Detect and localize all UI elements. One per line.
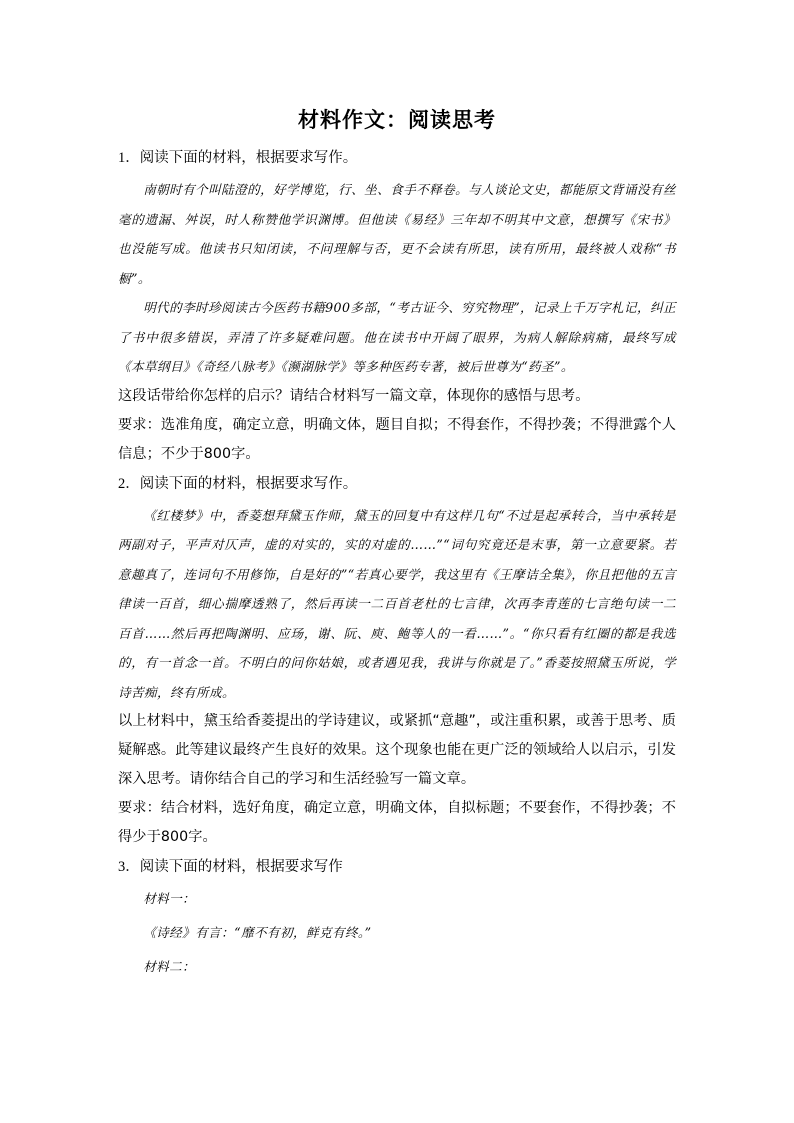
question-1-lead: 1．阅读下面的材料，根据要求写作。 xyxy=(118,150,358,166)
question-3-lead: 3．阅读下面的材料，根据要求写作 xyxy=(118,859,343,875)
question-2-material: 《红楼梦》中，香菱想拜黛玉作师，黛玉的回复中有这样几句“不过是起承转合，当中承转是两副对子，平声对仄声，虚的对实的，实的对虚的……”“词句究竟还是末事，第一立意要紧。若意趣真了，连词句不用修饰，自是好的”“若真心要学，我这里有《王摩诘全集》，你且把他的五言律读一百首，细心揣摩透熟了，然后再读一二百首老杜的七言律，次再李青莲的七言绝句读一二百首……然后再把陶渊明、应玚，谢、阮、庾、鲍等人的一看……”。“你只看有红圈的都是我选的，有一首念一首。不明白的问你姑娘，或者遇见我，我讲与你就是了。”香菱按照黛玉所说，学诗苦痴，终有所成。 xyxy=(118,507,676,700)
question-1 xyxy=(118,143,676,469)
question-1-material-2: 明代的李时珍阅读古今医药书籍900多部，“考古证今、穷究物理”，记录上千万字札记，纠正了书中很多错误，弄清了许多疑难问题。他在读书中开阔了眼界，为病人解除病痛，最终写成《本草纲目》《奇经八脉考》《濒湖脉学》等多种医药专著，被后世尊为“药圣”。 xyxy=(118,300,676,374)
page-title: 材料作文：阅读思考 xyxy=(298,107,496,132)
question-2-lead: 2．阅读下面的材料，根据要求写作。 xyxy=(118,475,358,492)
question-3-material-1-text: 《诗经》有言：“靡不有初，鲜克有终。” xyxy=(143,925,372,940)
question-3-material-1-label: 材料一： xyxy=(143,891,196,906)
question-1-prompt: 这段话带给你怎样的启示？请结合材料写一篇文章，体现你的感悟与思考。 xyxy=(118,387,590,404)
question-3-material-2-label: 材料二： xyxy=(143,959,196,974)
question-3 xyxy=(118,852,676,984)
question-2 xyxy=(118,469,676,853)
question-1-requirements: 要求：选准角度，确定立意，明确文体，题目自拟；不得套作，不得抄袭；不得泄露个人信息；不少于800字。 xyxy=(118,416,676,462)
question-2-prompt: 以上材料中，黛玉给香菱提出的学诗建议，或紧抓“意趣”，或注重积累，或善于思考、质疑解惑。此等建议最终产生良好的效果。这个现象也能在更广泛的领域给人以启示，引发深入思考。请你结合自己的学习和生活经验写一篇文章。 xyxy=(118,713,676,787)
question-1-material-1: 南朝时有个叫陆澄的，好学博览，行、坐、食手不释卷。与人谈论文史，都能原文背诵没有丝毫的遗漏、舛误，时人称赞他学识渊博。但他读《易经》三年却不明其中文意，想撰写《宋书》也没能写成。他读书只知闭读，不问理解与否，更不会读有所思，读有所用，最终被人戏称“书橱”。 xyxy=(118,182,676,286)
question-2-requirements: 要求：结合材料，选好角度，确定立意，明确文体，自拟标题；不要套作，不得抄袭；不得少于800字。 xyxy=(118,800,676,845)
